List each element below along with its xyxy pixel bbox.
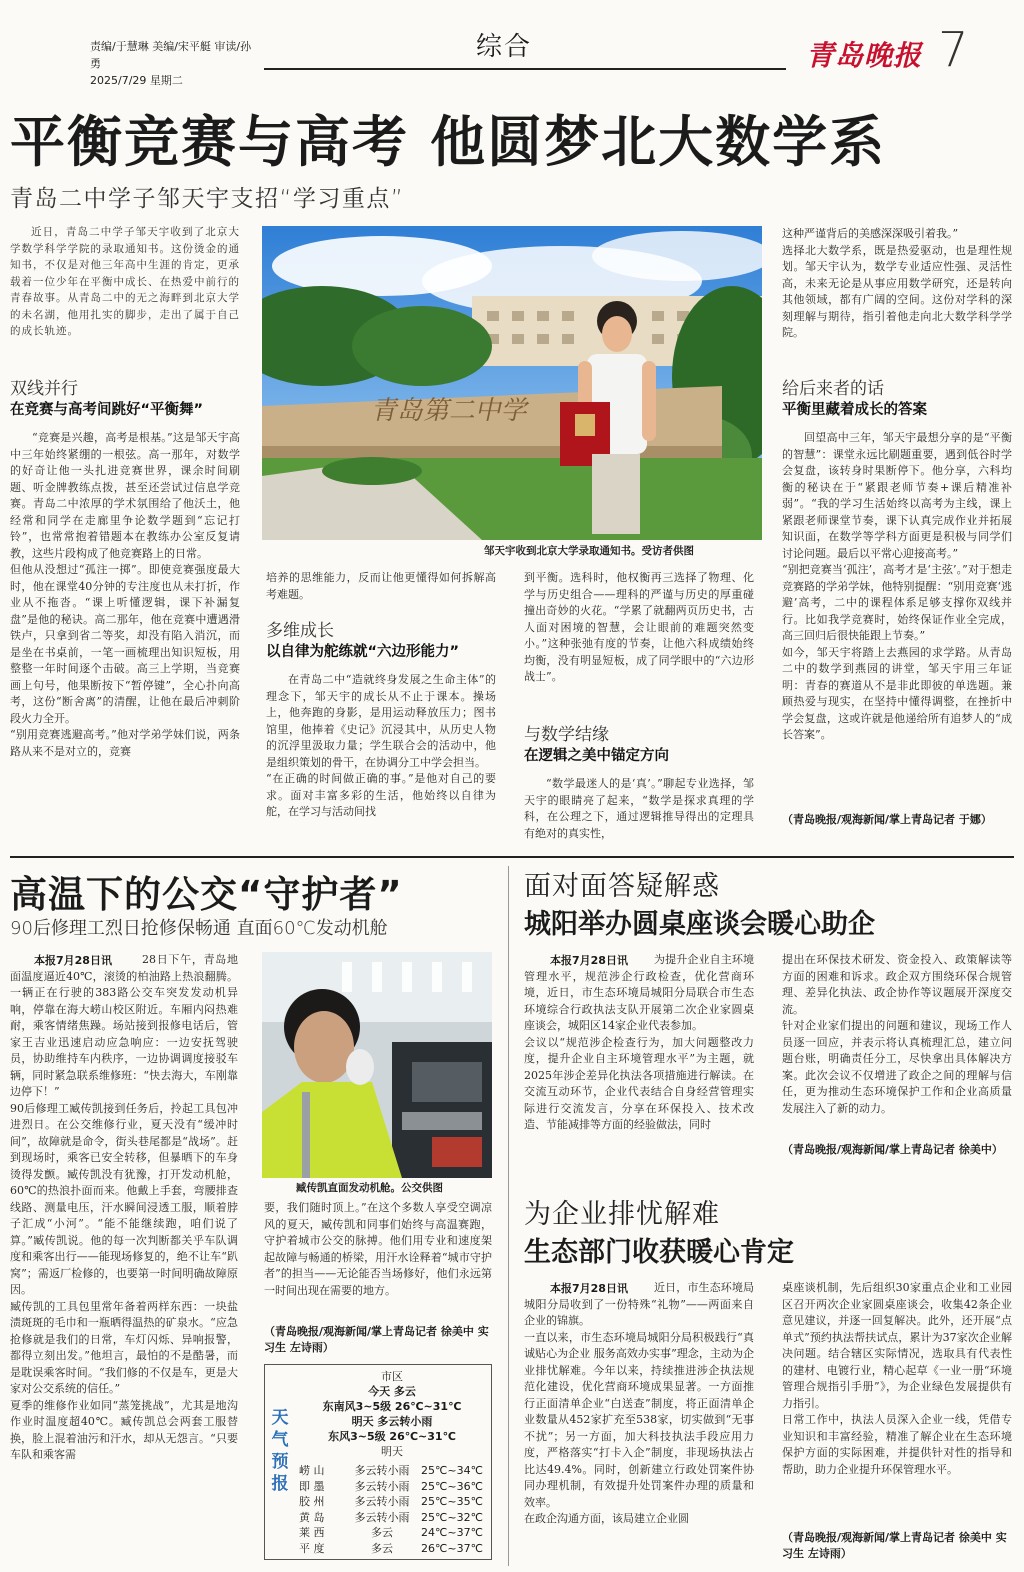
weather-row bbox=[299, 1541, 489, 1557]
district-temperature: 26℃~37℃ bbox=[421, 1541, 483, 1555]
story2-photo-caption: 臧传凯直面发动机舱。公交供图 bbox=[296, 1182, 443, 1194]
district-name: 胶 州 bbox=[299, 1495, 325, 1508]
district-temperature: 25℃~32℃ bbox=[421, 1510, 483, 1524]
weather-districts-title: 明天 bbox=[381, 1445, 403, 1458]
weather-vertical-label: 天气预报 bbox=[271, 1408, 289, 1494]
story1-photo bbox=[262, 226, 762, 540]
district-name: 莱 西 bbox=[299, 1526, 325, 1539]
page-number: 7 bbox=[938, 22, 969, 78]
district-condition: 多云转小雨 bbox=[354, 1464, 410, 1477]
story2-headline: 高温下的公交“守护者” bbox=[10, 873, 403, 916]
district-name: 即 墨 bbox=[299, 1479, 325, 1493]
editor-credits: 责编/于慧琳 美编/宋平艇 审读/孙勇 bbox=[90, 40, 252, 70]
story4-headline: 生态部门收获暖心肯定 bbox=[524, 1237, 794, 1268]
student-with-admission-letter-photo bbox=[262, 226, 762, 540]
weather-today-wind: 东南风3~5级 26℃~31℃ bbox=[322, 1400, 462, 1413]
district-name: 黄 岛 bbox=[299, 1510, 325, 1524]
story1-section4-body: 回望高中三年，邹天宇最想分享的是“平衡的智慧”：课堂永远比刷题重要，遇到低谷时学会复盘，该转身时果断停下。他分享，六科均衡的秘诀在于“紧跟老师节奏+课后精准补弱”。“我的学习生活始终以高考为主线，课上紧跟老师课堂节奏，课下认真完成作业并拓展知识面，在数学等学科方面更是积极与同学们讨论问题。最后以平常心迎接高考。” “别把竞赛当‘孤注’，高考才是‘主弦’。”对于想走竞赛路的学弟学妹，他特别提醒：“别用竞赛‘逃避’高考，二中的课程体系足够支撑你双线并行。比如我学竞赛时，始终保证作业全完成，高三回归后很快能跟上节奏。” 如今，邹天宇将踏上去燕园的求学路。从青岛二中的数学到燕园的讲堂，邹天宇用三年证明：青春的赛道从不是非此即彼的单选题。兼顾热爱与现实，在坚持中懂得调整，在挫折中学会复盘，这或许就是他递给所有追梦人的“成长答案”。 bbox=[782, 431, 1012, 741]
story1-lead: 近日，青岛二中学子邹天宇收到了北京大学数学科学学院的录取通知书。这份烫金的通知书，不仅是对他三年高中生涯的肯定，更承载着一位少年在平衡中成长、在热爱中前行的青春故事。从青岛二中的无之海畔到北京大学的未名湖，他用扎实的脚步，走出了属于自己的成长轨迹。 bbox=[10, 226, 240, 337]
weather-row bbox=[299, 1525, 489, 1541]
page-header-meta bbox=[90, 38, 260, 89]
issue-date: 2025/7/29 星期二 bbox=[90, 74, 183, 87]
story4-dateline: 本报7月28日讯 bbox=[550, 1282, 628, 1295]
weather-row bbox=[299, 1510, 489, 1526]
story1-section2-body: 在青岛二中“造就终身发展之生命主体”的理念下，邹天宇的成长从不止于课本。操场上，他奔跑的身影，是用运动释放压力；图书馆里，他捧着《史记》沉浸其中，从历史人物的沉浮里汲取力量；学生联合会的活动中，他是组织策划的骨干，在协调分工中学会担当。 “在正确的时间做正确的事。”是他对自己的要求。面对丰富多彩的生活，他始终以自律为舵，在学习与活动间找 bbox=[266, 673, 496, 818]
district-temperature: 25℃~35℃ bbox=[421, 1495, 483, 1508]
section-divider bbox=[10, 856, 1014, 858]
story2-byline: （青岛晚报/观海新闻/掌上青岛记者 徐美中 实习生 左诗雨） bbox=[264, 1325, 489, 1354]
story2-body-part1: 28日下午，青岛地面温度逼近40℃，滚烫的柏油路上热浪翻腾。一辆正在行驶的383路公交车突发发动机异响，停靠在海大崂山校区附近。车厢内闷热难耐，乘客情绪焦躁。场站接到报修电话后，管家王吉业迅速启动应急响应：一边安抚驾驶员，协助维持车内秩序，一边协调调度接驳车辆，同时紧急联系维修班：“快去海大，车刚靠边停下！” 90后修理工臧传凯接到任务后，拎起工具包冲进烈日。在公交维修行业，夏天没有“缓冲时间”，故障就是命令，街头巷尾都是“战场”。赶到现场时，乘客已安全转移，但暴晒下的车身烫得发颤。臧传凯没有犹豫，打开发动机舱，60℃的热浪扑面而来。他戴上手套，弯腰排查线路、测量电压，汗水瞬间浸透工服，顺着脖子汇成“小河”。“能不能继续跑，咱们说了算。”臧传凯说。他的每一次判断都关乎车队调度和乘客出行——能现场修复的，绝不让车“趴窝”；需返厂检修的，也要第一时间明确故障原因。 臧传凯的工具包里常年备着两样东西：一块盐渍斑斑的毛巾和一瓶晒得温热的矿泉水。“应急抢修就是我们的日常，车灯闪烁、异响报警，都得立刻出发。”他坦言，最怕的不是酷暑，而是耽误乘客时间。“我们修的不仅是车，更是大家对公交系统的信任。” 夏季的维修作业如同“蒸笼挑战”，尤其是地沟作业时温度超40℃。臧传凯总会两套工服替换，脸上混着油污和汗水，却从无怨言。“只要车队和乘客需 bbox=[10, 953, 238, 1461]
mechanic-engine-bay-photo bbox=[262, 952, 492, 1178]
story3-dateline: 本报7月28日讯 bbox=[550, 954, 628, 967]
weather-today: 今天 多云 bbox=[368, 1385, 416, 1398]
district-condition: 多云转小雨 bbox=[354, 1495, 410, 1508]
story1-column4-continuation: 这种严谨背后的美感深深吸引着我。” 选择北大数学系，既是热爱驱动，也是理性规划。邹天宇认为，数学专业适应性强、灵活性高，未来无论是从事应用数学研究，还是转向其他领域，都有广阔的空间。这份对学科的深刻理解与期待，指引着他走向北大数学科学学院。 bbox=[782, 227, 1012, 339]
story2-body-part2: 要，我们随时顶上。”在这个多数人享受空调凉风的夏天，臧传凯和同事们始终与高温赛跑，守护着城市公交的脉搏。他们用专业和速度架起故障与畅通的桥梁，用汗水诠释着“城市守护者”的担当——无论能否当场修好，他们永远第一时间出现在需要的地方。 bbox=[264, 1201, 492, 1297]
section-name: 综合 bbox=[476, 32, 533, 62]
weather-row bbox=[299, 1479, 489, 1495]
district-condition: 多云 bbox=[371, 1526, 393, 1539]
story1-column3-continuation: 到平衡。选科时，他权衡再三选择了物理、化学与历史组合——理科的严谨与历史的厚重碰撞出奇妙的火花。“学累了就翻两页历史书，古人面对困境的智慧，会让眼前的难题突然变小。”这种张弛有度的节奏，让他六科成绩始终均衡，没有明显短板，成了同学眼中的“六边形战士”。 bbox=[524, 571, 754, 683]
story1-photo-caption: 邹天宇收到北京大学录取通知书。受访者供图 bbox=[484, 545, 694, 557]
story1-section2-label: 多维成长 bbox=[266, 621, 334, 641]
district-name: 崂 山 bbox=[299, 1464, 325, 1477]
weather-district-table bbox=[299, 1463, 489, 1556]
header-rule bbox=[264, 68, 786, 70]
district-name: 平 度 bbox=[299, 1541, 325, 1555]
story2-dateline: 本报7月28日讯 bbox=[34, 954, 112, 967]
story1-section3-label: 与数学结缘 bbox=[524, 725, 609, 745]
weather-box bbox=[264, 1364, 492, 1560]
story4-title-label: 为企业排忧解难 bbox=[524, 1199, 720, 1230]
newspaper-logo: 青岛晚报 bbox=[806, 39, 923, 72]
district-condition: 多云转小雨 bbox=[354, 1510, 410, 1524]
district-condition: 多云 bbox=[371, 1541, 393, 1555]
weather-tomorrow: 明天 多云转小雨 bbox=[351, 1415, 433, 1428]
story1-section4-label: 给后来者的话 bbox=[782, 379, 884, 399]
story1-headline: 平衡竞赛与高考 他圆梦北大数学系 bbox=[10, 110, 887, 174]
story1-section1-title: 在竞赛与高考间跳好“平衡舞” bbox=[10, 402, 204, 418]
weather-row bbox=[299, 1463, 489, 1479]
story4-body-part2: 桌座谈机制，先后组织30家重点企业和工业园区召开两次企业家圆桌座谈会，收集42条企业意见建议，并逐一回复解决。此外，还开展“点单式”预约执法帮扶试点，累计为37家次企业解决问题。结合辖区实际情况，选取具有代表性的建材、电镀行业，精心起草《一业一册“环境管理合规指引手册”》，为企业绿色发展提供有力指引。 日常工作中，执法人员深入企业一线，凭借专业知识和丰富经验，精准了解企业在生态环境保护方面的实际困难，并提供针对性的指导和帮助，助力企业提升环保管理水平。 bbox=[782, 1281, 1012, 1476]
story1-section1-label: 双线并行 bbox=[10, 379, 78, 399]
story1-section3-title: 在逻辑之美中锚定方向 bbox=[524, 748, 669, 764]
story3-byline: （青岛晚报/观海新闻/掌上青岛记者 徐美中） bbox=[782, 1143, 1003, 1156]
district-temperature: 25℃~34℃ bbox=[421, 1464, 483, 1477]
column-divider bbox=[508, 866, 509, 1566]
district-temperature: 24℃~37℃ bbox=[421, 1526, 483, 1539]
story4-byline: （青岛晚报/观海新闻/掌上青岛记者 徐美中 实习生 左诗雨） bbox=[782, 1531, 1007, 1560]
story1-subhead: 青岛二中学子邹天宇支招“学习重点” bbox=[10, 186, 405, 212]
weather-city-title: 市区 bbox=[381, 1370, 403, 1383]
story3-body-part2: 提出在环保技术研发、资金投入、政策解读等方面的困难和诉求。政企双方围绕环保合规管理、差异化执法、政企协作等议题展开深度交流。 针对企业家们提出的问题和建议，现场工作人员逐一回应，并表示将认真梳理汇总，建立问题台账，明确责任分工，尽快拿出具体解决方案。此次会议不仅增进了政企之间的理解与信任，更为推动生态环境保护工作和企业高质量发展注入了新的动力。 bbox=[782, 953, 1012, 1115]
weather-tomorrow-wind: 东风3~5级 26℃~31℃ bbox=[328, 1430, 456, 1443]
story1-section1-body: “竞赛是兴趣，高考是根基。”这是邹天宇高中三年始终紧绷的一根弦。高一那年，对数学的好奇让他一头扎进竞赛世界，课余时间刷题、听金牌教练点拨，甚至还尝试过信息学竞赛。青岛二中浓厚的学术氛围给了他沃土，他经常和同学在走廊里争论数学题到“忘记打铃”，也常常抱着错题本在教练办公室反复请教，这些片段构成了他竞赛路上的日常。 但他从没想过“孤注一掷”。即使竞赛强度最大时，他在课堂40分钟的专注度也从未打折，作业从不拖沓。“课上听懂逻辑，课下补漏复盘”是他的秘诀。高二那年，他在竞赛中遭遇滑铁卢，只拿到省二等奖，却没有陷入消沉，而是坐在书桌前，一笔一画梳理出知识短板，用整整一年时间逐个击破。高三上学期，当竞赛画上句号，他果断按下“暂停键”，全心扑向高考，这份“断舍离”的清醒，让他在最后冲刺阶段火力全开。 “别用竞赛逃避高考。”他对学弟学妹们说，两条路从来不是对立的，竞赛 bbox=[10, 431, 240, 758]
story3-title-label: 面对面答疑解惑 bbox=[524, 871, 720, 902]
story2-subhead: 90后修理工烈日抢修保畅通 直面60℃发动机舱 bbox=[10, 918, 388, 939]
story2-photo bbox=[262, 952, 492, 1178]
district-condition: 多云转小雨 bbox=[354, 1479, 410, 1493]
story1-section2-title: 以自律为舵练就“六边形能力” bbox=[266, 644, 460, 660]
story1-column2-continuation: 培养的思维能力，反而让他更懂得如何拆解高考难题。 bbox=[266, 571, 496, 601]
story1-section3-body: “数学最迷人的是‘真’。”聊起专业选择，邹天宇的眼睛亮了起来，“数学是探求真理的学科，在公理之下，通过逻辑推导得出的定理具有绝对的真实性， bbox=[524, 777, 754, 840]
story3-headline: 城阳举办圆桌座谈会暖心助企 bbox=[524, 909, 875, 940]
story1-byline: （青岛晚报/观海新闻/掌上青岛记者 于娜） bbox=[782, 813, 992, 826]
story3-body-part1: 为提升企业自主环境管理水平，规范涉企行政检查，优化营商环境，近日，市生态环境局城阳分局联合市生态环境综合行政执法支队开展第二次企业家圆桌座谈会，城阳区14家企业代表参加。 会议以“规范涉企检查行为，加大问题整改力度，提升企业自主环境管理水平”为主题，就2025年涉企差异化执法各项措施进行解读。在交流互动环节，企业代表结合自身经营管理实际进行交流发言，分享在环保投入、技术改造、节能减排等方面的经验做法，同时 bbox=[524, 953, 754, 1131]
district-temperature: 25℃~36℃ bbox=[421, 1479, 483, 1493]
weather-row bbox=[299, 1494, 489, 1510]
school-sign-text: 青岛第二中学 bbox=[369, 396, 532, 426]
story4-body-part1: 近日，市生态环境局城阳分局收到了一份特殊“礼物”——两面来自企业的锦旗。 一直以来，市生态环境局城阳分局积极践行“真诚贴心为企业 服务高效办实事”理念，主动为企业排忧解难。今年以来，持续推进涉企执法规范化建设，优化营商环境成果显著。一方面推行正面清单企业“白送查”制度，将正面清单企业数量从452家扩充至538家，切实做到“无事不扰”；另一方面，加大科技执法手段应用力度，严格落实“打卡入企”制度，非现场执法占比达49.4%。同时，创新建立行政处罚案件协同办理机制，有效提升处罚案件办理的质量和效率。 在政企沟通方面，该局建立企业圆 bbox=[524, 1281, 754, 1525]
story1-section4-title: 平衡里藏着成长的答案 bbox=[782, 402, 927, 418]
weather-city-forecast bbox=[299, 1369, 485, 1459]
